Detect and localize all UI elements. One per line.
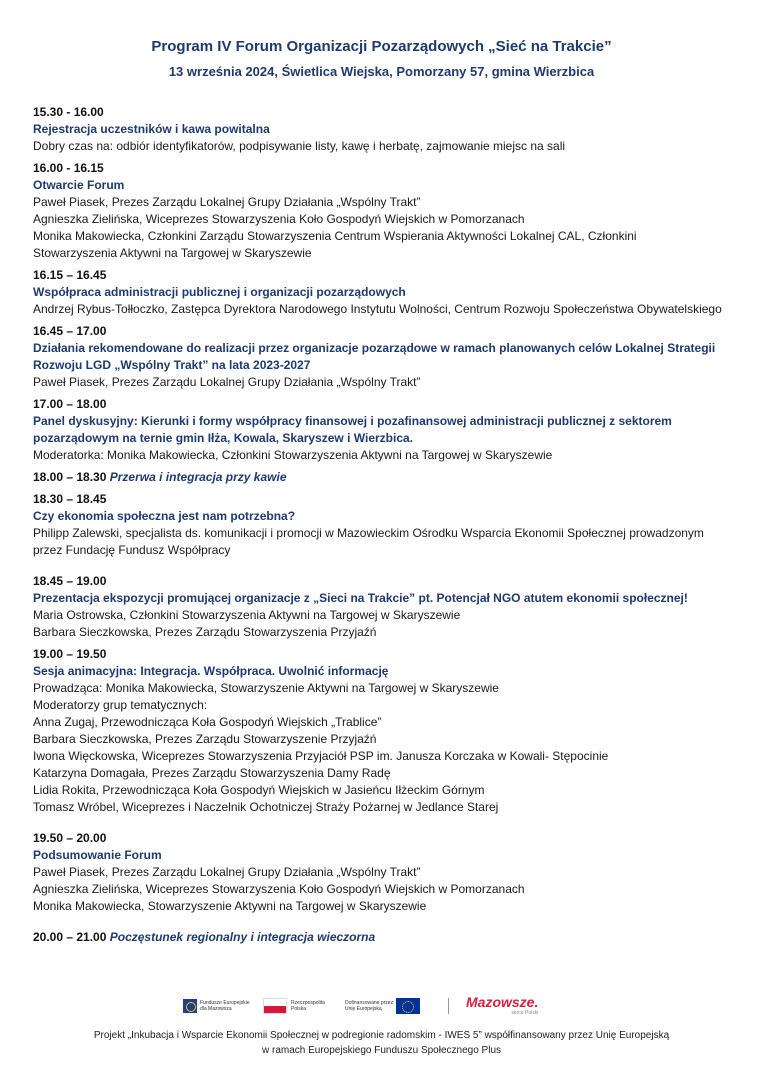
footer-line: w ramach Europejskiego Funduszu Społecznego Plus [261, 1045, 502, 1056]
eu-funds-icon [183, 999, 197, 1013]
schedule-session [33, 104, 743, 155]
logo-text: Rzeczpospolita [291, 1000, 325, 1006]
session-time: 16.15 – 16.45 [33, 268, 107, 282]
session-detail: Moderatorka: Monika Makowiecka, Członkini Stowarzyszenia Aktywni na Targowej w Skaryszewie [33, 448, 553, 462]
logo-text: Unię Europejską [345, 1006, 382, 1012]
session-detail: Philipp Zalewski, specjalista ds. komunikacji i promocji w Mazowieckim Ośrodku Wsparcia Ekonomii Społecznej prowadzonym [33, 526, 704, 540]
session-title: pozarządowym na ternie gmin Iłża, Kowala, Skaryszew i Wierzbica. [33, 431, 414, 445]
schedule-session [33, 469, 743, 486]
session-title: Współpraca administracji publicznej i organizacji pozarządowych [33, 285, 406, 299]
session-detail: Katarzyna Domagała, Prezes Zarządu Stowarzyszenia Damy Radę [33, 766, 391, 780]
session-title: Poczęstunek regionalny i integracja wieczorna [109, 930, 376, 944]
logo-text: Dofinansowane przez [345, 1000, 394, 1006]
logo-text: Fundusze Europejskie [200, 1000, 250, 1006]
session-detail: Dobry czas na: odbiór identyfikatorów, podpisywanie listy, kawę i herbatę, zajmowanie miejsc na sali [33, 139, 566, 153]
session-title: Rozwoju LGD „Wspólny Trakt” na lata 2023-2027 [33, 358, 311, 372]
mazowsze-wordmark: Mazowsze. [466, 994, 539, 1010]
session-detail: Lidia Rokita, Przewodnicząca Koła Gospodyń Wiejskich w Jasieńcu Iłżeckim Górnym [33, 783, 485, 797]
funding-logos [0, 996, 763, 1018]
document-header [0, 37, 763, 81]
session-detail: Paweł Piasek, Prezes Zarządu Lokalnej Grupy Działania „Wspólny Trakt” [33, 375, 421, 389]
session-detail: Tomasz Wróbel, Wiceprezes i Naczelnik Ochotniczej Straży Pożarnej w Jedlance Starej [33, 800, 499, 814]
session-time-line [33, 104, 743, 121]
schedule-session [33, 491, 743, 559]
session-time: 20.00 – 21.00 [33, 930, 107, 944]
session-detail: Barbara Sieczkowska, Prezes Zarządu Stowarzyszenie Przyjaźń [33, 732, 377, 746]
schedule-session [33, 267, 743, 318]
session-detail: Maria Ostrowska, Członkini Stowarzyszenia Aktywni na Targowej w Skaryszewie [33, 608, 461, 622]
eu-logo [345, 996, 420, 1016]
session-time: 18.30 – 18.45 [33, 492, 107, 506]
session-detail: przez Fundację Fundusz Współpracy [33, 543, 231, 557]
session-time-line [33, 646, 743, 663]
session-title: Podsumowanie Forum [33, 848, 162, 862]
session-time: 19.00 – 19.50 [33, 647, 107, 661]
session-time: 19.50 – 20.00 [33, 831, 107, 845]
schedule-session [33, 646, 743, 816]
session-detail: Anna Zugaj, Przewodnicząca Koła Gospodyń Wiejskich „Trablice” [33, 715, 382, 729]
session-time: 17.00 – 18.00 [33, 397, 107, 411]
schedule-session [33, 929, 743, 946]
session-time: 16.00 - 16.15 [33, 161, 104, 175]
session-title: Sesja animacyjna: Integracja. Współpraca. Uwolnić informację [33, 664, 389, 678]
session-time-line [33, 491, 743, 508]
schedule-session [33, 160, 743, 262]
logo-text: Polska [291, 1006, 307, 1012]
schedule [33, 104, 743, 951]
page-title: Program IV Forum Organizacji Pozarządowych „Sieć na Trakcie” [151, 38, 612, 55]
eu-flag-icon [396, 998, 420, 1014]
schedule-session [33, 830, 743, 915]
session-time-line [33, 929, 743, 946]
mazowsze-logo [466, 994, 538, 1014]
session-title: Czy ekonomia społeczna jest nam potrzebna? [33, 509, 296, 523]
session-detail: Barbara Sieczkowska, Prezes Zarządu Stowarzyszenia Przyjaźń [33, 625, 377, 639]
poland-logo [263, 996, 325, 1016]
session-detail: Monika Makowiecka, Stowarzyszenie Aktywni na Targowej w Skaryszewie [33, 899, 427, 913]
eu-funds-logo [183, 996, 249, 1016]
session-detail: Moderatorzy grup tematycznych: [33, 698, 208, 712]
footer-line: Projekt „Inkubacja i Wsparcie Ekonomii Społecznej w podregionie radomskim - IWES 5” współfinansowany przez Unię Europejską [93, 1030, 670, 1041]
logo-divider [448, 998, 449, 1014]
session-detail: Stowarzyszenia Aktywni na Targowej w Skaryszewie [33, 246, 312, 260]
session-detail: Paweł Piasek, Prezes Zarządu Lokalnej Grupy Działania „Wspólny Trakt” [33, 195, 421, 209]
session-title: Działania rekomendowane do realizacji przez organizacje pozarządowe w ramach planowanych celów Lokalnej Strategii [33, 341, 716, 355]
session-detail: Agnieszka Zielińska, Wiceprezes Stowarzyszenia Koło Gospodyń Wiejskich w Pomorzanach [33, 212, 525, 226]
session-time-line [33, 323, 743, 340]
session-time: 18.00 – 18.30 [33, 470, 107, 484]
session-time-line [33, 469, 743, 486]
session-time-line [33, 573, 743, 590]
page-subtitle: 13 września 2024, Świetlica Wiejska, Pomorzany 57, gmina Wierzbica [168, 64, 595, 79]
session-detail: Andrzej Rybus-Tołłoczko, Zastępca Dyrektora Narodowego Instytutu Wolności, Centrum Rozwoju Społeczeństwa Obywatelskiego [33, 302, 722, 316]
session-title: Przerwa i integracja przy kawie [109, 470, 287, 484]
logo-text: dla Mazowsza [200, 1006, 232, 1012]
schedule-session [33, 323, 743, 391]
poland-flag-icon [263, 998, 287, 1014]
session-detail: Paweł Piasek, Prezes Zarządu Lokalnej Grupy Działania „Wspólny Trakt” [33, 865, 421, 879]
session-time-line [33, 396, 743, 413]
schedule-session [33, 573, 743, 641]
session-time: 16.45 – 17.00 [33, 324, 107, 338]
session-detail: Monika Makowiecka, Członkini Zarządu Stowarzyszenia Centrum Wspierania Aktywności Lokalnej CAL, Członkini [33, 229, 637, 243]
session-title: Prezentacja ekspozycji promującej organizacje z „Sieci na Trakcie” pt. Potencjał NGO atutem ekonomii społecznej! [33, 591, 688, 605]
session-time: 18.45 – 19.00 [33, 574, 107, 588]
session-detail: Prowadząca: Monika Makowiecka, Stowarzyszenie Aktywni na Targowej w Skaryszewie [33, 681, 499, 695]
session-title: Rejestracja uczestników i kawa powitalna [33, 122, 270, 136]
session-time-line [33, 267, 743, 284]
session-detail: Iwona Więckowska, Wiceprezes Stowarzyszenia Przyjaciół PSP im. Janusza Korczaka w Kowali- Stępocinie [33, 749, 609, 763]
session-time: 15.30 - 16.00 [33, 105, 104, 119]
session-time-line [33, 830, 743, 847]
schedule-session [33, 396, 743, 464]
session-detail: Agnieszka Zielińska, Wiceprezes Stowarzyszenia Koło Gospodyń Wiejskich w Pomorzanach [33, 882, 525, 896]
footer-note [0, 1028, 763, 1058]
session-time-line [33, 160, 743, 177]
mazowsze-tagline: serce Polski [511, 1010, 539, 1016]
session-title: Panel dyskusyjny: Kierunki i formy współpracy finansowej i pozafinansowej administracji publicznej z sektorem [33, 414, 672, 428]
session-title: Otwarcie Forum [33, 178, 125, 192]
